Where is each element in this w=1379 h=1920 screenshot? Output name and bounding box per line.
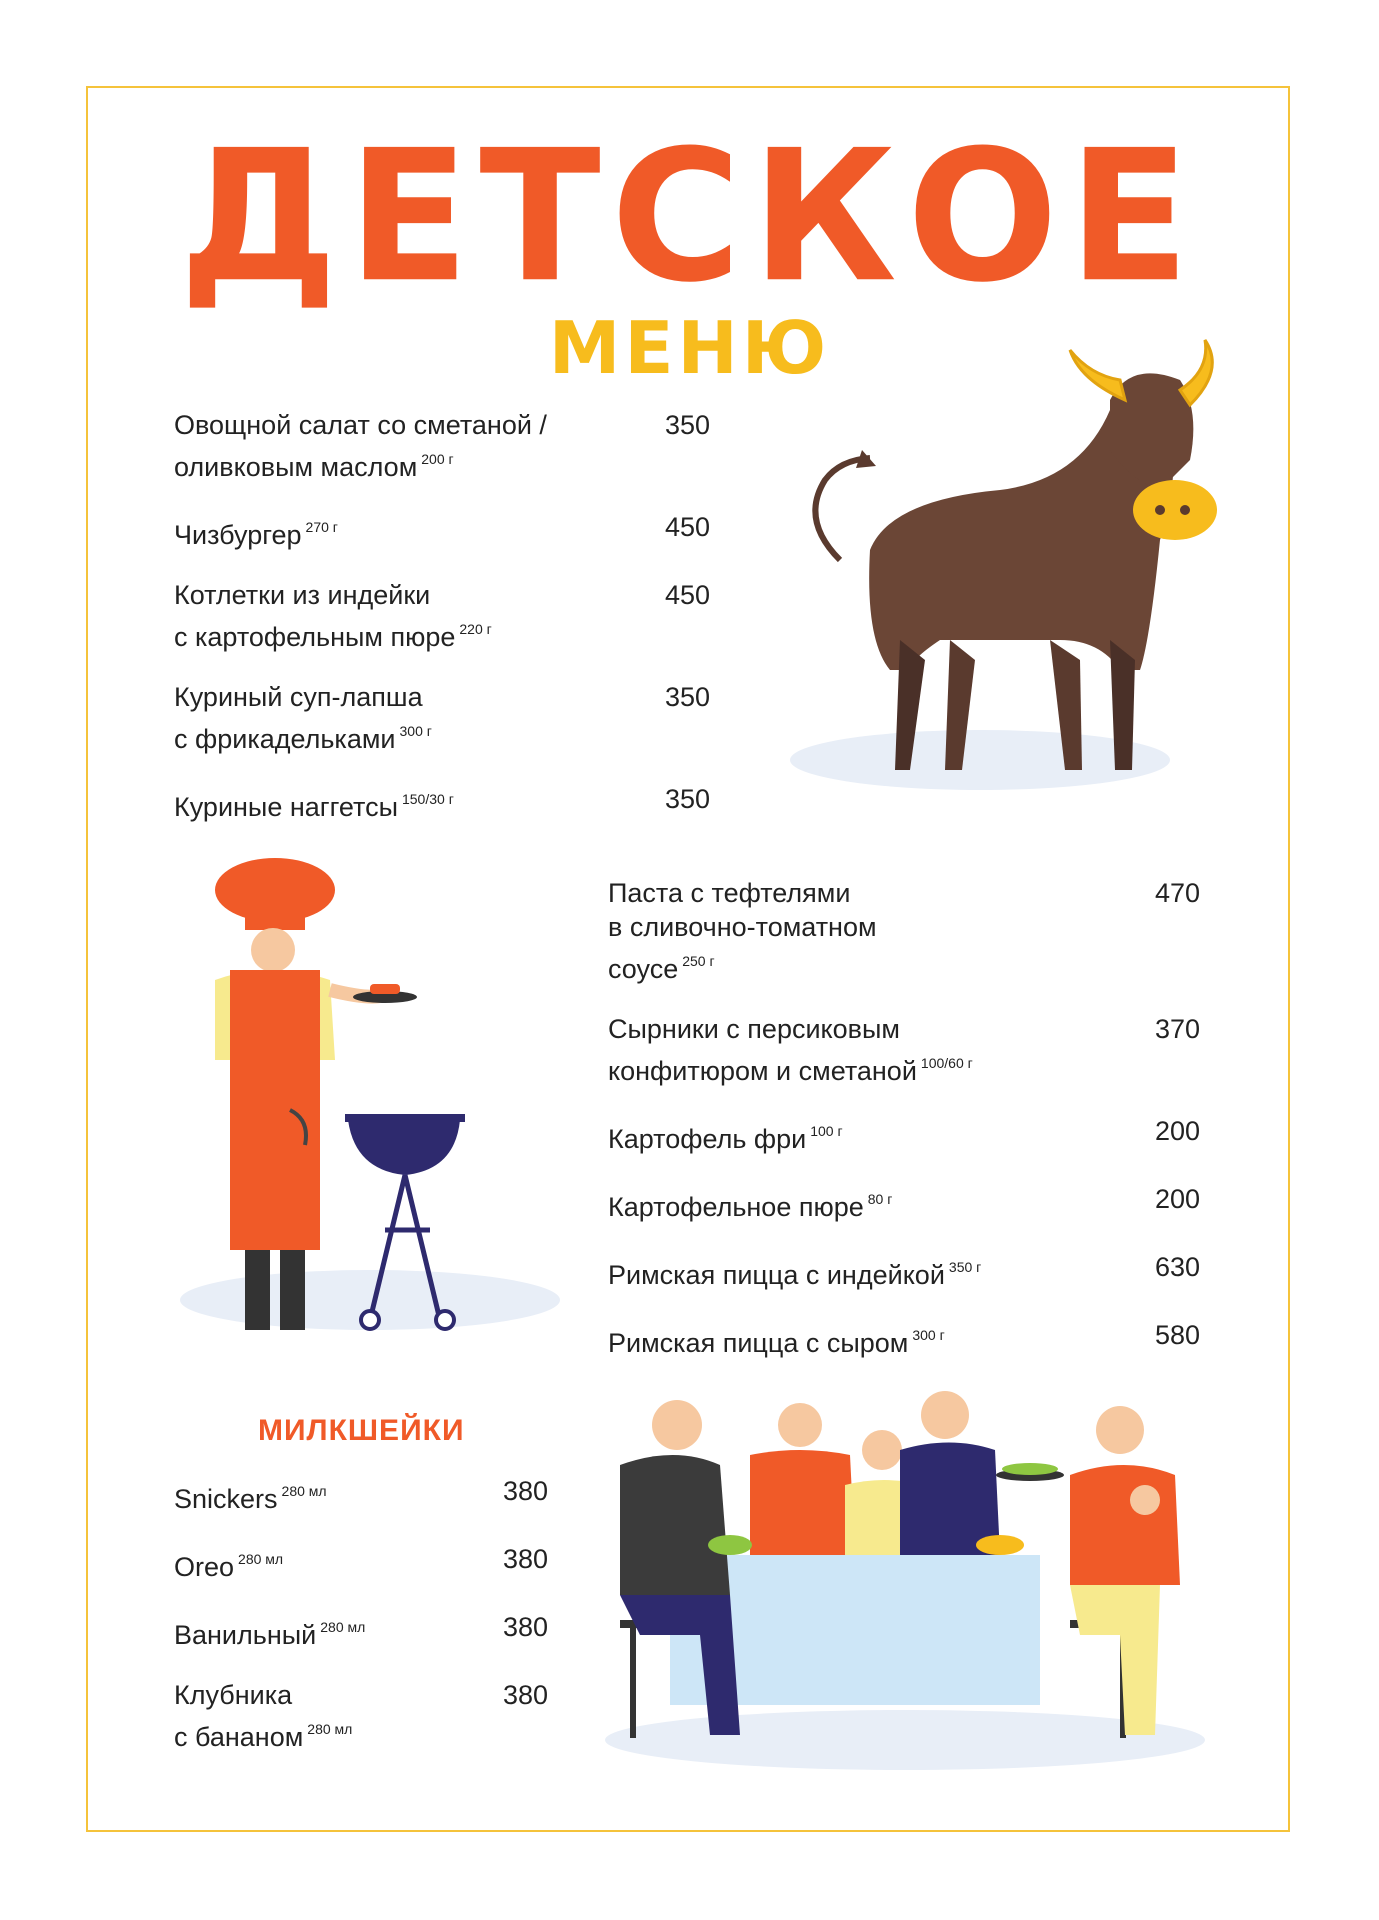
menu-item xyxy=(174,408,547,484)
item-name: Римская пицца с сыром xyxy=(608,1328,909,1358)
item-price: 350 xyxy=(664,410,710,440)
item-weight: 280 мл xyxy=(281,1483,327,1499)
item-name: Snickers xyxy=(174,1484,278,1514)
item-weight: 80 г xyxy=(867,1191,893,1207)
family-dinner-illustration xyxy=(600,1395,1210,1775)
item-price: 200 xyxy=(1154,1116,1200,1146)
item-weight: 250 г xyxy=(682,953,715,969)
item-price: 380 xyxy=(502,1544,548,1574)
menu-title: ДЕТСКОЕ xyxy=(179,110,1200,323)
item-price: 470 xyxy=(1154,878,1200,908)
item-name: Клубника с бананом xyxy=(174,1680,304,1752)
item-weight: 350 г xyxy=(948,1259,982,1275)
item-name: Картофель фри xyxy=(608,1124,807,1154)
item-weight: 220 г xyxy=(459,621,492,637)
menu-item xyxy=(174,578,492,654)
item-name: Сырники с персиковым конфитюром и сметаной xyxy=(608,1014,917,1086)
item-weight: 100 г xyxy=(810,1123,843,1139)
item-weight: 280 мл xyxy=(307,1721,353,1737)
bull-illustration xyxy=(780,340,1220,800)
menu-item xyxy=(608,876,877,986)
item-name: Римская пицца с индейкой xyxy=(608,1260,945,1290)
item-price: 380 xyxy=(502,1476,548,1506)
item-name: Овощной салат со сметаной / оливковым маслом xyxy=(174,410,547,482)
menu-item xyxy=(174,1542,283,1584)
item-weight: 100/60 г xyxy=(920,1055,973,1071)
item-price: 450 xyxy=(664,580,710,610)
item-weight: 280 мл xyxy=(238,1551,284,1567)
item-name: Картофельное пюре xyxy=(608,1192,864,1222)
menu-item xyxy=(608,1012,973,1088)
item-price: 580 xyxy=(1154,1320,1200,1350)
item-price: 630 xyxy=(1154,1252,1200,1282)
item-name: Куриный суп-лапша с фрикадельками xyxy=(174,682,423,754)
menu-item xyxy=(174,1678,352,1754)
menu-item xyxy=(608,1114,843,1156)
menu-item xyxy=(608,1250,981,1292)
item-weight: 150/30 г xyxy=(401,791,454,807)
item-weight: 300 г xyxy=(912,1327,945,1343)
item-weight: 200 г xyxy=(421,451,454,467)
menu-subtitle: МЕНЮ xyxy=(548,306,831,390)
menu-item xyxy=(608,1318,945,1360)
item-name: Котлетки из индейки с картофельным пюре xyxy=(174,580,456,652)
item-price: 350 xyxy=(664,784,710,814)
milkshakes-title: МИЛКШЕЙКИ xyxy=(258,1414,465,1447)
item-name: Oreo xyxy=(174,1552,235,1582)
item-price: 370 xyxy=(1154,1014,1200,1044)
menu-item xyxy=(174,510,338,552)
item-price: 380 xyxy=(502,1680,548,1710)
menu-item xyxy=(608,1182,892,1224)
item-price: 380 xyxy=(502,1612,548,1642)
menu-item xyxy=(174,782,454,824)
item-price: 200 xyxy=(1154,1184,1200,1214)
chef-grill-illustration xyxy=(170,860,550,1330)
item-price: 350 xyxy=(664,682,710,712)
menu-item xyxy=(174,680,432,756)
item-name: Ванильный xyxy=(174,1620,317,1650)
menu-item xyxy=(174,1474,327,1516)
item-price: 450 xyxy=(664,512,710,542)
item-name: Куриные наггетсы xyxy=(174,792,398,822)
item-name: Чизбургер xyxy=(174,520,302,550)
item-weight: 280 мл xyxy=(320,1619,366,1635)
menu-item xyxy=(174,1610,365,1652)
item-weight: 300 г xyxy=(399,723,432,739)
item-name: Паста с тефтелями в сливочно-томатном соусе xyxy=(608,878,877,984)
item-weight: 270 г xyxy=(305,519,338,535)
